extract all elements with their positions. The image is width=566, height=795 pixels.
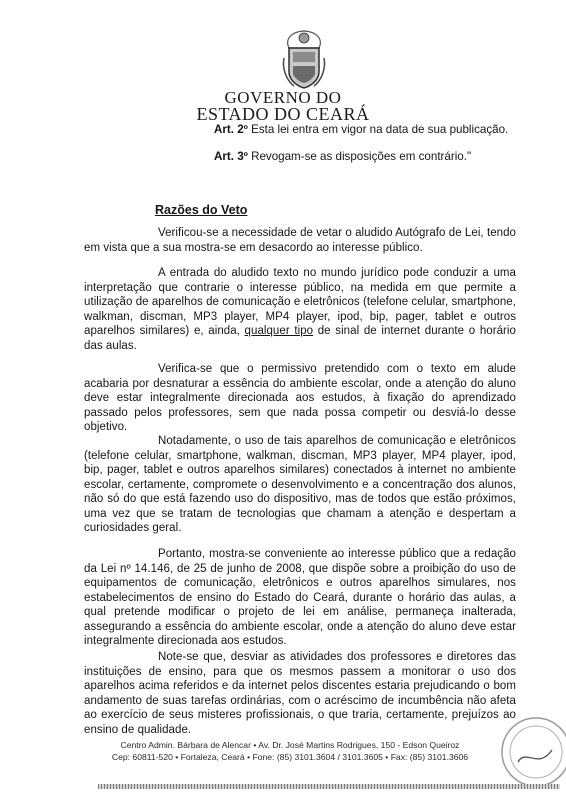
paragraph-3: Verifica-se que o permissivo pretendido com o texto em alude acabaria por desnaturar a essência do ambiente escolar, onde a atenção do aluno deve estar integralmente direcionada aos estudos, à fixação do aprendizado passado pelos professores, sem que nada possa competir ou desviá-lo desse objetivo. xyxy=(84,363,516,433)
paragraph-2-end: de sinal de internet durante o horário das aulas. xyxy=(84,325,516,352)
circular-stamp-mark xyxy=(496,712,566,792)
paragraph-2 xyxy=(84,266,516,353)
government-title-line2: ESTADO DO CEARÁ xyxy=(196,104,370,124)
paragraph-6: Note-se que, desviar as atividades dos professores e diretores das instituições de ensino, para que os mesmos passem a monitorar o uso dos aparelhos acima referidos e da internet pelos discentes estaria prejudicando o bom andamento de suas tarefas ordinárias, com o acréscimo de incumbência não afeta ao exercício de seus misteres profissionais, o que traria, certamente, prejuízos ao ensino de qualidade. xyxy=(84,651,516,736)
government-title-line1: GOVERNO DO xyxy=(224,88,342,107)
article-3-label: Art. 3º xyxy=(214,150,248,163)
paragraph-2-text: A entrada do aludido texto no mundo jurídico pode conduzir a uma interpretação que contrarie o interesse público, na medida em que permite a utilização de aparelhos de comunicação e eletrônicos (telefone celular, smartphone, walkman, discman, MP3 player, MP4 player, ipod, bip, pager, tablet e outros aparelhos similares) e, ainda, xyxy=(84,267,516,337)
section-title: Razões do Veto xyxy=(155,203,248,217)
article-2-label: Art. 2º xyxy=(214,123,248,136)
page-bottom-rule xyxy=(98,784,560,789)
paragraph-4: Notadamente, o uso de tais aparelhos de comunicação e eletrônicos (telefone celular, smartphone, walkman, discman, MP3 player, MP4 player, ipod, bip, pager, tablet e outros aparelhos similares) conectados à internet no ambiente escolar, certamente, compromete o desenvolvimento e a concentração dos alunos, não só do que está fazendo uso do dispositivo, mas de todos que estão próximos, uma vez que se tratam de tecnologias que chamam a atenção e despertam a curiosidades geral. xyxy=(84,435,516,534)
article-2-text: Esta lei entra em vigor na data de sua publicação. xyxy=(247,123,509,136)
paragraph-5: Portanto, mostra-se conveniente ao interesse público que a redação da Lei nº 14.146, de 25 de junho de 2008, que dispõe sobre a proibição do uso de equipamentos de comunicação, eletrônicos e outros aparelhos simulares, nos estabelecimentos de ensino do Estado do Ceará, durante o horário das aulas, a qual pretende modificar o projeto de lei em análise, permaneça inalterada, assegurando a essência do ambiente escolar, onde a atenção do aluno deve estar integralmente direcionada aos estudos. xyxy=(84,548,516,647)
paragraph-1: Verificou-se a necessidade de vetar o aludido Autógrafo de Lei, tendo em vista que a sua mostra-se em desacordo ao interesse público. xyxy=(84,227,516,254)
article-3 xyxy=(214,150,471,163)
article-2 xyxy=(214,123,508,136)
paragraph-2-underlined: qualquer tipo xyxy=(244,325,314,337)
state-coat-of-arms-seal xyxy=(280,28,328,90)
article-3-text: Revogam-se as disposições em contrário." xyxy=(247,150,472,163)
footer-contacts: Cep: 60811-520 • Fortaleza, Ceará • Fone: (85) 3101.3604 / 3101.3605 • Fax: (85) 3101.3606 xyxy=(111,752,469,762)
footer-address: Centro Admin. Bárbara de Alencar • Av. Dr. José Martins Rodrigues, 150 - Edson Queiroz xyxy=(120,740,460,750)
